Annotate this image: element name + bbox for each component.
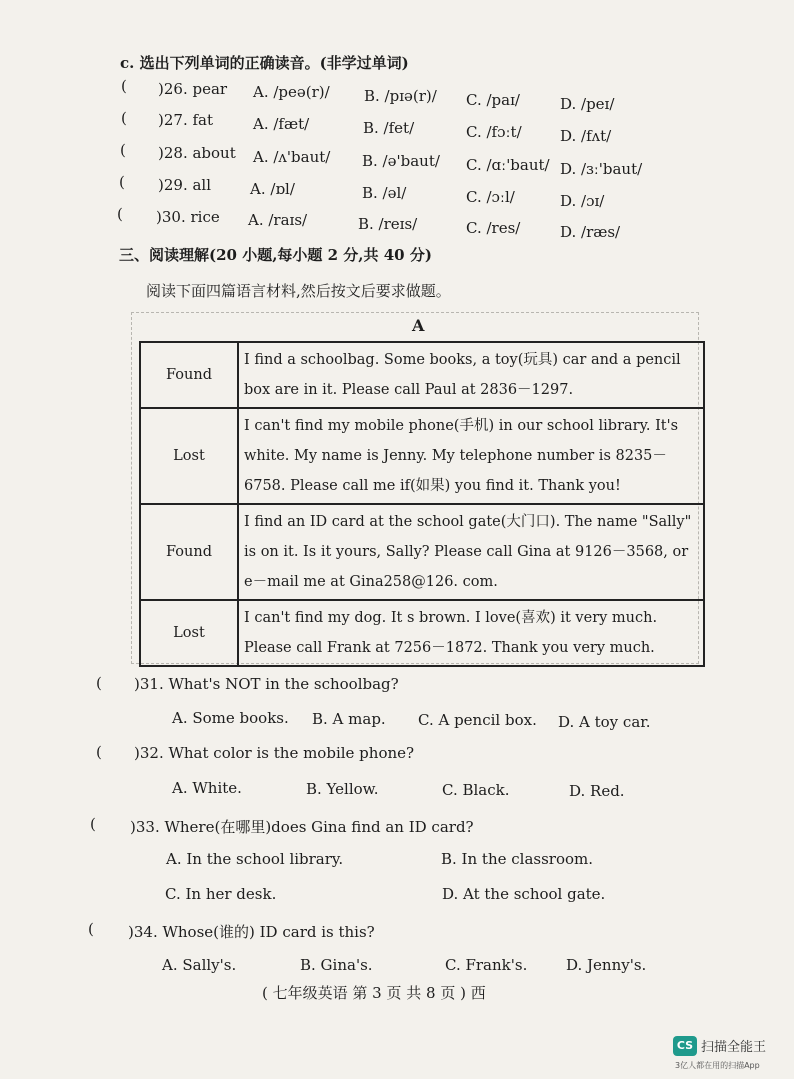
answer-bracket: (: [120, 141, 126, 159]
question-word: )29. all: [158, 176, 212, 194]
page-footer: ( 七年级英语 第 3 页 共 8 页 ) 西: [262, 984, 486, 1002]
camscanner-tagline: 3亿人都在用的扫描App: [675, 1061, 760, 1070]
answer-bracket: (: [121, 109, 127, 127]
option-b: B. /reɪs/: [358, 215, 418, 233]
option-c: C. In her desk.: [165, 885, 277, 903]
notice-text: I find a schoolbag. Some books, a toy(玩具) car and a pencil box are in it. Please call Paul at 2836－1297.: [238, 342, 704, 408]
option-c: C. /res/: [466, 219, 521, 237]
option-b: B. /əl/: [362, 184, 407, 202]
question-word: )28. about: [158, 144, 236, 162]
option-a: A. /raɪs/: [248, 211, 308, 229]
option-d: D. /fʌt/: [560, 127, 612, 145]
option-c: C. Black.: [442, 781, 510, 799]
passage-letter: A: [412, 316, 425, 335]
option-a: A. /fæt/: [253, 115, 310, 133]
answer-bracket: (: [88, 920, 94, 938]
option-d: D. Jenny's.: [566, 956, 647, 974]
option-c: C. /fɔːt/: [466, 123, 522, 141]
table-row: [140, 342, 704, 408]
option-a: A. Some books.: [172, 709, 289, 727]
option-d: D. A toy car.: [558, 713, 651, 731]
option-a: A. /ʌ'baut/: [253, 148, 331, 166]
option-a: A. /peə(r)/: [253, 83, 330, 101]
option-a: A. In the school library.: [166, 850, 344, 868]
option-b: B. Gina's.: [300, 956, 373, 974]
option-a: A. White.: [172, 779, 242, 797]
camscanner-logo-icon: CS: [673, 1036, 697, 1056]
question-stem: )32. What color is the mobile phone?: [134, 744, 415, 762]
section-heading: 三、阅读理解(20 小题,每小题 2 分,共 40 分): [119, 246, 432, 264]
notice-type: Found: [140, 504, 238, 600]
option-c: C. Frank's.: [445, 956, 528, 974]
option-d: D. At the school gate.: [442, 885, 606, 903]
option-b: B. /pɪə(r)/: [364, 87, 437, 105]
answer-bracket: (: [96, 674, 102, 692]
reading-instruction: 阅读下面四篇语言材料,然后按文后要求做题。: [146, 282, 451, 300]
option-c: C. /ɔːl/: [466, 188, 515, 206]
answer-bracket: (: [117, 205, 123, 223]
camscanner-name: 扫描全能王: [701, 1040, 767, 1055]
notice-text: I find an ID card at the school gate(大门口). The name "Sally" is on it. Is it yours, Sally? Please call Gina at 9126－3568, or e－mail me at Gina258@126. com.: [238, 504, 704, 600]
option-d: D. /ɔɪ/: [560, 192, 605, 210]
table-row: [140, 504, 704, 600]
question-word: )30. rice: [156, 208, 220, 226]
option-b: B. /fet/: [363, 119, 415, 137]
answer-bracket: (: [96, 743, 102, 761]
question-stem: )34. Whose(谁的) ID card is this?: [128, 923, 375, 941]
section-c-instruction: c. 选出下列单词的正确读音。(非学过单词): [120, 54, 409, 72]
notice-text: I can't find my mobile phone(手机) in our school library. It's white. My name is Jenny. My telephone number is 8235－6758. Please call me if(如果) you find it. Thank you!: [238, 408, 704, 504]
notice-type: Found: [140, 342, 238, 408]
option-b: B. In the classroom.: [441, 850, 594, 868]
question-stem: )31. What's NOT in the schoolbag?: [134, 675, 399, 693]
option-d: D. /ɜː'baut/: [560, 160, 643, 178]
answer-bracket: (: [121, 77, 127, 95]
option-c: C. /paɪ/: [466, 91, 520, 109]
answer-bracket: (: [119, 173, 125, 191]
answer-bracket: (: [90, 815, 96, 833]
notice-type: Lost: [140, 600, 238, 666]
lost-found-table: [139, 341, 705, 667]
notice-text: I can't find my dog. It s brown. I love(喜欢) it very much. Please call Frank at 7256－1872. Thank you very much.: [238, 600, 704, 666]
option-d: D. Red.: [569, 782, 625, 800]
notice-type: Lost: [140, 408, 238, 504]
table-row: [140, 408, 704, 504]
table-row: [140, 600, 704, 666]
option-b: B. /ə'baut/: [362, 152, 440, 170]
question-word: )26. pear: [158, 80, 228, 98]
question-stem: )33. Where(在哪里)does Gina find an ID card?: [130, 818, 474, 836]
option-d: D. /peɪ/: [560, 95, 615, 113]
option-c: C. A pencil box.: [418, 711, 537, 729]
option-b: B. Yellow.: [306, 780, 379, 798]
option-a: A. /ɒl/: [250, 180, 295, 198]
option-a: A. Sally's.: [162, 956, 237, 974]
option-d: D. /ræs/: [560, 223, 621, 241]
option-b: B. A map.: [312, 710, 386, 728]
question-word: )27. fat: [158, 111, 213, 129]
option-c: C. /ɑː'baut/: [466, 156, 550, 174]
